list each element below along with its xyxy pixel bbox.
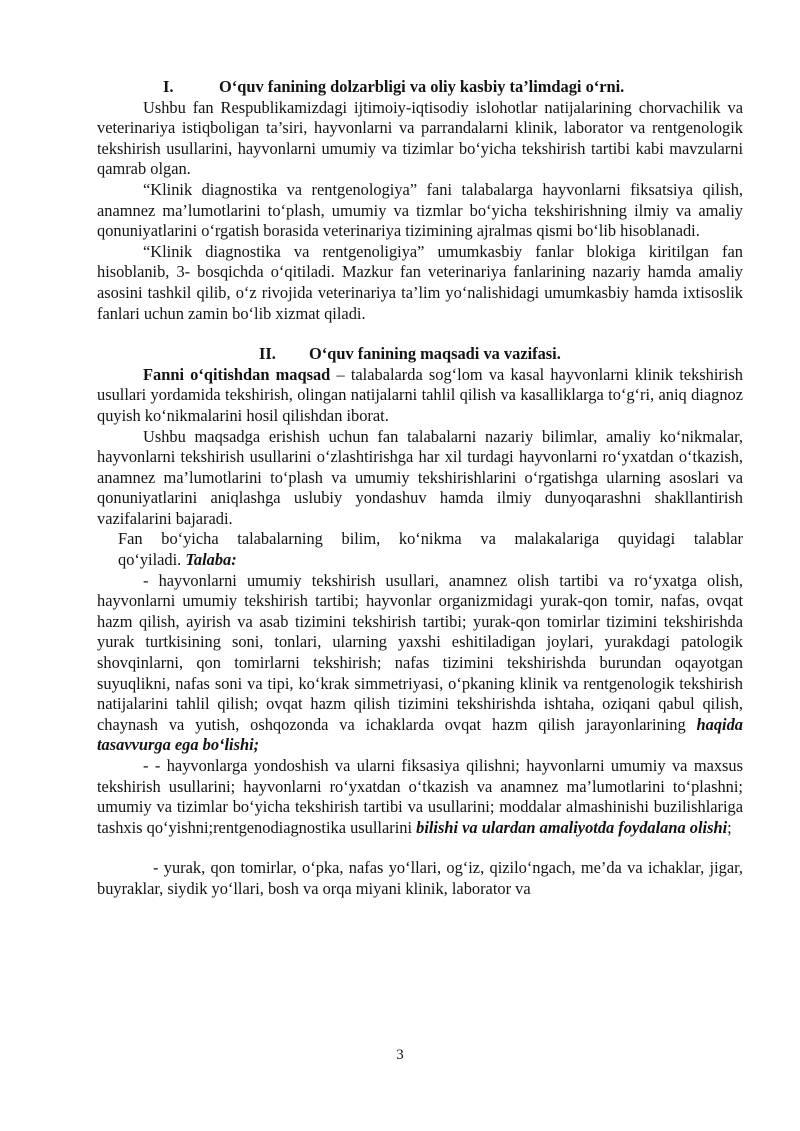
- bullet-item-2-emphasis: bilishi va ulardan amaliyotda foydalana olishi: [416, 817, 728, 837]
- bullet-item-1-emphasis: haqida tasavvurga ega bo‘lishi;: [97, 714, 743, 755]
- goal-text: – talabalarda sog‘lom va kasal hayvonlarni klinik tekshirish usullari yordamida tekshirish, olingan natijalarni tahlil qilish va kasalliklarga to‘g‘ri, aniq diagnoz quyish ko‘nikmalarini hosil qilishdan iborat.: [97, 364, 743, 425]
- paragraph-1: Ushbu fan Respublikamizdagi ijtimoiy-iqtisodiy islohotlar natijalarining chorvachilik va veterinariya istiqboligan ta’siri, hayvonlarni va parrandalarni klinik, laborator va rentgenologik tekshirish usullarini, hayvonlarni umumiy va tizimlar bo‘yicha tekshirish tartibi kabi mavzularni qamrab olgan.: [97, 97, 743, 179]
- section-heading-2: [97, 344, 743, 365]
- bullet-item-3: - yurak, qon tomirlar, o‘pka, nafas yo‘llari, og‘iz, qizilo‘ngach, me’da va ichaklar, jigar, buyraklar, siydik yo‘llari, bosh va orqa miyani klinik, laborator va: [97, 858, 743, 898]
- section-heading-1: [97, 77, 743, 98]
- section-number-1: I.: [163, 77, 174, 96]
- bullet-item-2: [97, 756, 743, 838]
- requirements-intro-line-2: [118, 550, 743, 571]
- requirements-intro: [97, 529, 743, 570]
- paragraph-5: Ushbu maqsadga erishish uchun fan talabalarni nazariy bilimlar, amaliy ko‘nikmalar, hayvonlarni tekshirish usullarini o‘zlashtirishga har xil turdagi hayvonlarni ro‘yxatdan o‘tkazish, anamnez ma’lumotlarini to‘plash va umumiy tekshirishlarini o‘rgatishga ularning asoslari va qonuniyatlarini aniqlashga uslubiy yondashuv hamda ilmiy dunyoqarashni shakllantirish vazifalarini bajaradi.: [97, 426, 743, 528]
- requirements-intro-line-2-text: qo‘yiladi.: [118, 550, 186, 570]
- blank-line: [97, 838, 743, 858]
- paragraph-4: [97, 365, 743, 427]
- goal-lead: Fanni o‘qitishdan maqsad: [143, 364, 331, 384]
- section-number-2: II.: [259, 344, 276, 364]
- paragraph-3: “Klinik diagnostika va rentgenoligiya” umumkasbiy fanlar blokiga kiritilgan fan hisoblanib, 3- bosqichda o‘qitiladi. Mazkur fan veterinariya fanlarining nazariy hamda amaliy asosini tashkil qilib, o‘z rivojida veterinariya ta’lim yo‘nalishidagi umumkasbiy hamda ixtisoslik fanlari uchun zamin bo‘lib xizmat qiladi.: [97, 241, 743, 323]
- document-page: [97, 77, 743, 900]
- section-title-2: O‘quv fanining maqsadi va vazifasi.: [309, 344, 561, 364]
- section-title-1: O‘quv fanining dolzarbligi va oliy kasbiy ta’limdagi o‘rni.: [219, 77, 625, 96]
- bullet-item-1: [97, 571, 743, 756]
- talaba-label: Talaba:: [185, 550, 237, 570]
- page-number: 3: [396, 1047, 404, 1063]
- bullet-item-1-text: - hayvonlarni umumiy tekshirish usullari, anamnez olish tartibi va ro‘yxatga olish, hayvonlarni umumiy tekshirish tartibi; hayvonlar organizmidagi yurak-qon tomir, nafas, ovqat hazm qilish, ayirish va asab tizimini tekshirish tartibi; yurak-qon tomirlar tizimini tekshirishda yurak turtkisining soni, tonlari, ularning yaxshi eshitiladigan joylari, yurakdagi patologik shovqinlarni, qon tomirlarni tekshirish; nafas tizimini tekshirishda burundan oqayotgan suyuqlikni, nafas soni va tipi, ko‘krak simmetriyasi, o‘pkaning klinik va rentgenologik tekshirish natijalarini tahlil qilish; ovqat hazm qilish tizimini tekshirishda ishtaha, oziqani qabul qilish, chaynash va yutish, oshqozonda va ichaklarda ovqat hazm qilish jarayonlarining: [97, 570, 743, 734]
- bullet-item-2-text: - - hayvonlarga yondoshish va ularni fiksasiya qilishni; hayvonlarni umumiy va maxsus tekshirish usullarini; hayvonlarni ro‘yxatdan o‘tkazish va anamnez ma’lumotlarini to‘plashni; umumiy va tizimlar bo‘yicha tekshirish tartibi va usullarini; moddalar almashinishi buzilishlariga tashxis qo‘yishni;rentgenodiagnostika usullarini: [97, 756, 743, 837]
- bullet-item-2-tail: ;: [727, 817, 732, 837]
- requirements-intro-line-1: Fan bo‘yicha talabalarning bilim, ko‘nikma va malakalariga quyidagi talablar: [118, 529, 743, 549]
- paragraph-2: “Klinik diagnostika va rentgenologiya” fani talabalarga hayvonlarni fiksatsiya qilish, anamnez ma’lumotlarini to‘plash, umumiy va tizmlar bo‘yicha tekshirishning ilmiy va amaliy qonuniyatlarini o‘rgatish borasida veterinariya tizimining ajralmas qismi bo‘lib hisoblanadi.: [97, 179, 743, 241]
